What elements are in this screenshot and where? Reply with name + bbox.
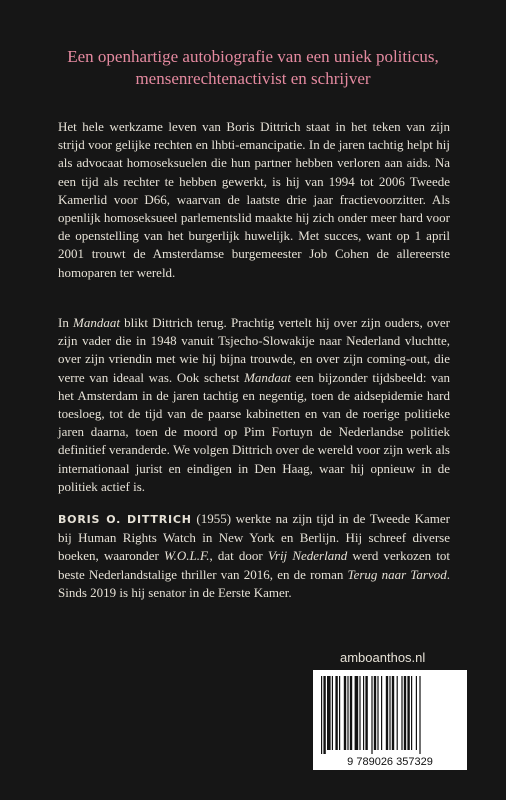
barcode-bar [389, 676, 390, 750]
barcode-bar [350, 676, 352, 750]
barcode-bar [347, 676, 348, 750]
summary-paragraph: In Mandaat blikt Dittrich terug. Prachtig vertelt hij over zijn ouders, over zijn vader die in 1948 vanuit Tsjecho-Slowakije naar Nederland vluchtte, over zijn vriendin met wie hij bijna trouwde, en over zijn coming-out, die verre van ideaal was. Ook schetst Mandaat een bijzonder tijdsbeeld: van het Amsterdam in de jaren tachtig en negentig, toen de aidsepidemie hard toesloeg, tot de tijd van de paarse kabinetten en van de roerige politieke jaren daarna, toen de moord op Pim Fortuyn de Nederlandse politiek definitief veranderde. We volgen Dittrich over de wereld voor zijn werk als internationaal jurist en eindigen in Den Haag, waar hij opnieuw in de politiek actief is. [58, 315, 451, 494]
barcode-bar [335, 676, 337, 750]
tagline: Een openhartige autobiografie van een uniek politicus, mensenrechtenactivist en schrijver [67, 47, 439, 88]
book-title: W.O.L.F. [163, 548, 210, 564]
isbn-barcode [313, 670, 467, 770]
barcode-bar [404, 676, 406, 750]
barcode-bar [359, 676, 360, 750]
barcode-bar [392, 676, 394, 750]
publisher-url: amboanthos.nl [340, 650, 426, 665]
barcode-bar [371, 676, 372, 754]
book-title: Mandaat [73, 315, 120, 330]
barcode-bar [401, 676, 402, 750]
barcode-bar [381, 676, 382, 750]
barcode-bar [374, 676, 376, 750]
isbn-number: 9 789026 357329 [347, 756, 433, 768]
barcode-bar [332, 676, 333, 750]
barcode-bar [321, 676, 322, 754]
barcode-bar [323, 676, 325, 754]
barcode-bar [344, 676, 346, 750]
barcode-bar [419, 676, 420, 754]
barcode-bar [416, 676, 417, 750]
barcode-bar [397, 676, 398, 750]
barcode-bar [386, 676, 388, 750]
barcode-bar [411, 676, 412, 750]
intro-paragraph: Het hele werkzame leven van Boris Dittrich staat in het teken van zijn strijd voor gelijke rechten en lhbti-emancipatie. In de jaren tachtig helpt hij als advocaat homoseksuelen die hun partner hebben verloren aan aids. Na een tijd als rechter te hebben gewerkt, is hij van 1994 tot 2006 Tweede Kamerlid voor D66, waarvan de laatste drie jaar fractievoorzitter. Als openlijk homoseksueel parlementslid maakte hij zich onder meer hard voor de openstelling van het burgerlijk huwelijk. Met succes, want op 1 april 2001 trouwt de Amsterdamse burgemeester Job Cohen de allereerste homoparen ter wereld. [58, 119, 450, 280]
author-name: BORIS O. DITTRICH [58, 513, 192, 526]
barcode-bar [327, 676, 331, 750]
magazine-title: Vrij Nederland [267, 548, 348, 564]
book-title: Mandaat [244, 369, 292, 385]
barcode-bar [363, 676, 364, 750]
barcode-bar [407, 676, 409, 750]
barcode-bar [339, 676, 340, 750]
barcode-bar [377, 676, 378, 750]
barcode-bar [365, 676, 367, 750]
barcode-bar [355, 676, 359, 750]
book-title: Terug naar Tarvod [347, 566, 447, 582]
author-bio-paragraph: BORIS O. DITTRICH (1955) werkte na zijn tijd in de Tweede Kamer bij Human Rights Watch in New York en Berlijn. Hij schreef diverse boeken, waaronder W.O.L.F., dat door Vrij Nederland werd verkozen tot beste Nederlandstalige thriller van 2016, en de roman Terug naar Tarvod. Sinds 2019 is hij senator in de Eerste Kamer. [58, 511, 451, 600]
